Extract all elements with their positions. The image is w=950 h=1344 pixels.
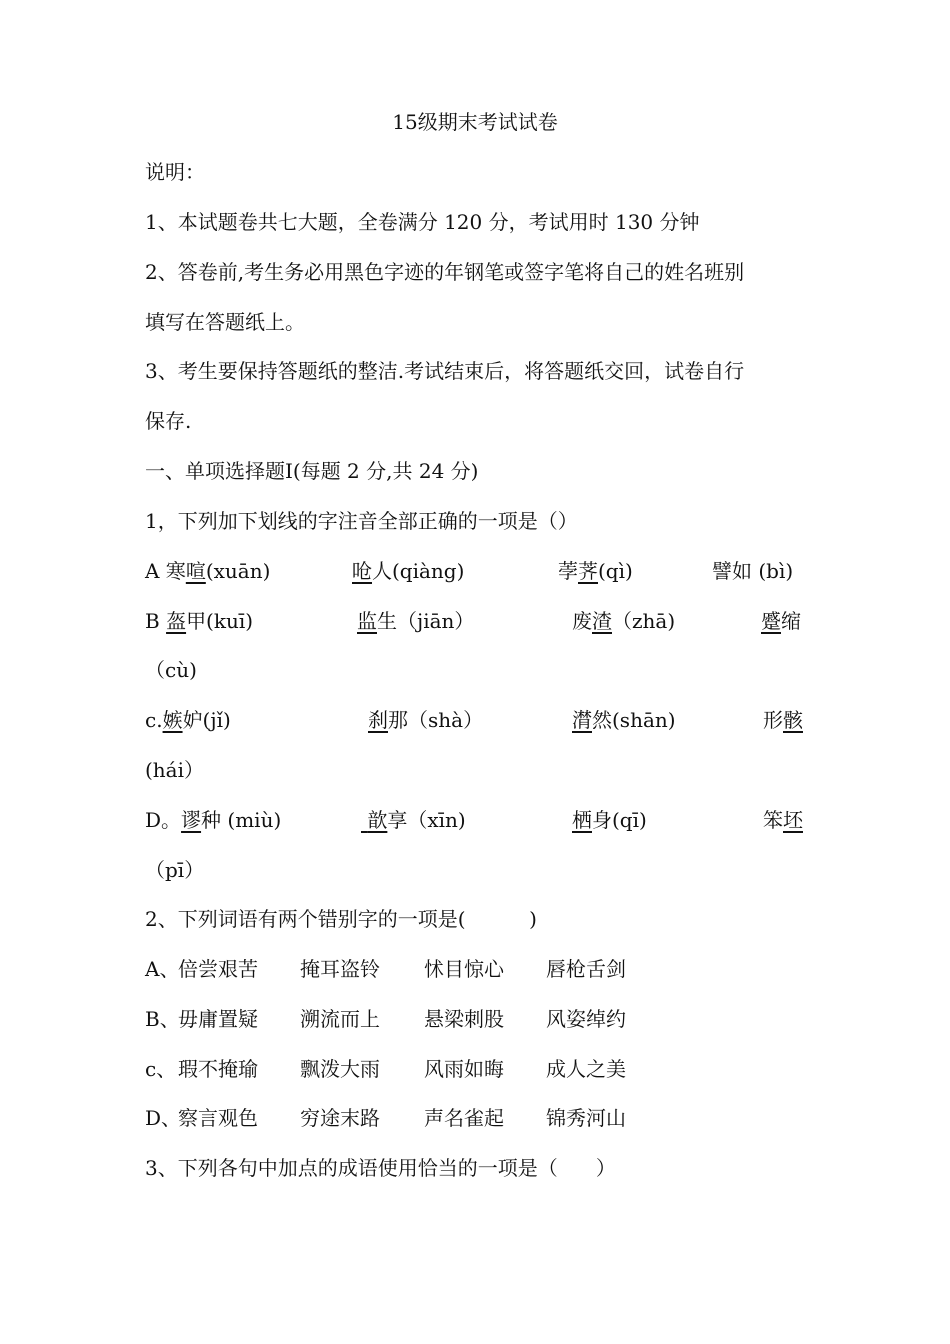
instruction-2-cont: 填写在答题纸上。: [145, 310, 305, 334]
q1-b-item-4-underlined: 蹙: [761, 609, 781, 633]
q1-b-item-2-pinyin: 生（jiān）: [377, 609, 475, 633]
q1-a-item-4-pre: 譬如 (bì): [712, 559, 794, 583]
intro-label: 说明：: [145, 160, 205, 184]
q1-a-item-1: [145, 557, 270, 585]
q1-b-item-2: [357, 607, 474, 635]
q1-a-item-2-pinyin: 人(qiàng): [372, 559, 465, 583]
q2-option-b: [0, 1005, 950, 1033]
instruction-2: 2、答卷前,考生务必用黑色字迹的年钢笔或签字笔将自己的姓名班别: [145, 260, 745, 284]
q1-option-b: [0, 607, 950, 635]
q2-d-word-2: 穷途末路: [300, 1106, 380, 1130]
q2-a-word-1: 倍尝艰苦: [178, 957, 258, 981]
q2-a-word-3: 怵目惊心: [424, 957, 504, 981]
q2-d-word-3: 声名雀起: [424, 1106, 504, 1130]
q2-c-word-3: 风雨如晦: [424, 1057, 504, 1081]
q1-b-item-4-post: 缩: [781, 609, 801, 633]
q1-d-item-2-pinyin: 享（xīn): [387, 808, 466, 832]
q2-a-label: A、: [145, 957, 180, 981]
q2-b-label: B、: [145, 1007, 180, 1031]
q2-b-word-1: 毋庸置疑: [178, 1007, 258, 1031]
q1-a-item-3-pinyin: (qì): [598, 559, 633, 583]
q1-b-item-4: [761, 607, 801, 635]
q1-d-item-4-pre: 笨: [763, 808, 783, 832]
q2-c-word-1: 瑕不掩瑜: [178, 1057, 258, 1081]
q1-b-item-3-underlined: 渣: [592, 609, 612, 633]
exam-title: 15级期末考试试卷: [392, 110, 558, 134]
q1-a-item-4: [712, 557, 793, 585]
section-heading: 一、单项选择题Ⅰ(每题 2 分,共 24 分): [145, 459, 479, 483]
q1-a-item-1-pinyin: (xuān): [205, 559, 271, 583]
q1-d-item-3-pinyin: 身(qī): [592, 808, 647, 832]
q1-a-item-3-pre: 荸: [558, 559, 578, 583]
q1-option-a: [0, 557, 950, 585]
q1-a-item-3: [558, 557, 633, 585]
q1-d-item-1-pinyin: 种 (miù): [201, 808, 282, 832]
q2-c-word-4: 成人之美: [546, 1057, 626, 1081]
q1-a-item-2-underlined: 呛: [352, 559, 372, 583]
q1-d-item-3: [572, 806, 647, 834]
q1-d-item-4-underlined: 坯: [783, 808, 803, 832]
q1-option-c-cont: (hái）: [145, 758, 205, 782]
q1-a-item-2: [352, 557, 464, 585]
q1-c-item-3-pinyin: 然(shān): [592, 708, 676, 732]
q2-b-word-4: 风姿绰约: [546, 1007, 626, 1031]
q2-b-word-2: 溯流而上: [300, 1007, 380, 1031]
q1-b-item-3-pre: 废: [572, 609, 592, 633]
q1-c-item-1: [145, 706, 231, 734]
q1-d-item-2: [361, 806, 466, 834]
q1-d-item-2-underlined: 歆: [367, 808, 388, 832]
q1-b-item-1-pre: B: [145, 609, 167, 633]
q2-option-c: [0, 1055, 950, 1083]
q1-c-item-2-underlined: 刹: [368, 708, 388, 732]
instruction-3-cont: 保存.: [145, 409, 192, 433]
q1-d-item-1-pre: D。: [145, 808, 182, 832]
q1-option-c: [0, 706, 950, 734]
q1-b-item-3-pinyin: （zhā): [612, 609, 676, 633]
q1-d-item-4: [763, 806, 803, 834]
q1-c-item-3: [572, 706, 676, 734]
q1-b-item-1-pinyin: 甲(kuī): [186, 609, 254, 633]
q1-b-item-1-underlined: 盔: [166, 609, 187, 633]
q1-a-item-3-underlined: 荠: [578, 559, 598, 583]
q1-option-d-cont: （pī）: [145, 858, 205, 882]
question-3-stem: 3、下列各句中加点的成语使用恰当的一项是（ ）: [145, 1156, 616, 1180]
q1-c-item-1-underlined: 嫉: [162, 708, 183, 732]
q1-b-item-2-underlined: 监: [357, 609, 377, 633]
q1-c-item-1-pre: c.: [145, 708, 163, 732]
q1-c-item-2-pinyin: 那（shà）: [388, 708, 484, 732]
q2-c-label: c、: [145, 1057, 177, 1081]
q1-c-item-1-pinyin: 妒(jǐ): [182, 708, 231, 732]
q1-d-item-3-underlined: 栖: [572, 808, 592, 832]
q2-option-d: [0, 1104, 950, 1132]
instruction-3: 3、考生要保持答题纸的整洁.考试结束后，将答题纸交回，试卷自行: [145, 359, 745, 383]
question-1-stem: 1，下列加下划线的字注音全部正确的一项是（）: [145, 509, 578, 533]
q1-option-d: [0, 806, 950, 834]
q1-c-item-4-pre: 形: [763, 708, 783, 732]
q2-d-label: D、: [145, 1106, 182, 1130]
q2-b-word-3: 悬梁刺股: [424, 1007, 504, 1031]
q2-option-a: [0, 955, 950, 983]
q1-d-item-1-underlined: 谬: [181, 808, 202, 832]
q1-c-item-2: [368, 706, 483, 734]
q2-a-word-4: 唇枪舌剑: [546, 957, 626, 981]
q1-option-b-cont: （cù): [145, 658, 197, 682]
q1-d-item-1: [145, 806, 281, 834]
q1-b-item-3: [572, 607, 675, 635]
q2-d-word-1: 察言观色: [178, 1106, 258, 1130]
instruction-1: 1、本试题卷共七大题，全卷满分 120 分，考试用时 130 分钟: [145, 210, 700, 234]
q1-b-item-1: [145, 607, 253, 635]
q2-c-word-2: 飘泼大雨: [300, 1057, 380, 1081]
q1-c-item-3-underlined: 潸: [572, 708, 592, 732]
q1-c-item-4: [763, 706, 803, 734]
q1-c-item-4-underlined: 骸: [783, 708, 803, 732]
q2-d-word-4: 锦秀河山: [546, 1106, 626, 1130]
q1-a-item-1-underlined: 喧: [185, 559, 206, 583]
question-2-stem: 2、下列词语有两个错别字的一项是( ): [145, 907, 537, 931]
q1-a-item-1-pre: A 寒: [145, 559, 186, 583]
q2-a-word-2: 掩耳盗铃: [300, 957, 380, 981]
